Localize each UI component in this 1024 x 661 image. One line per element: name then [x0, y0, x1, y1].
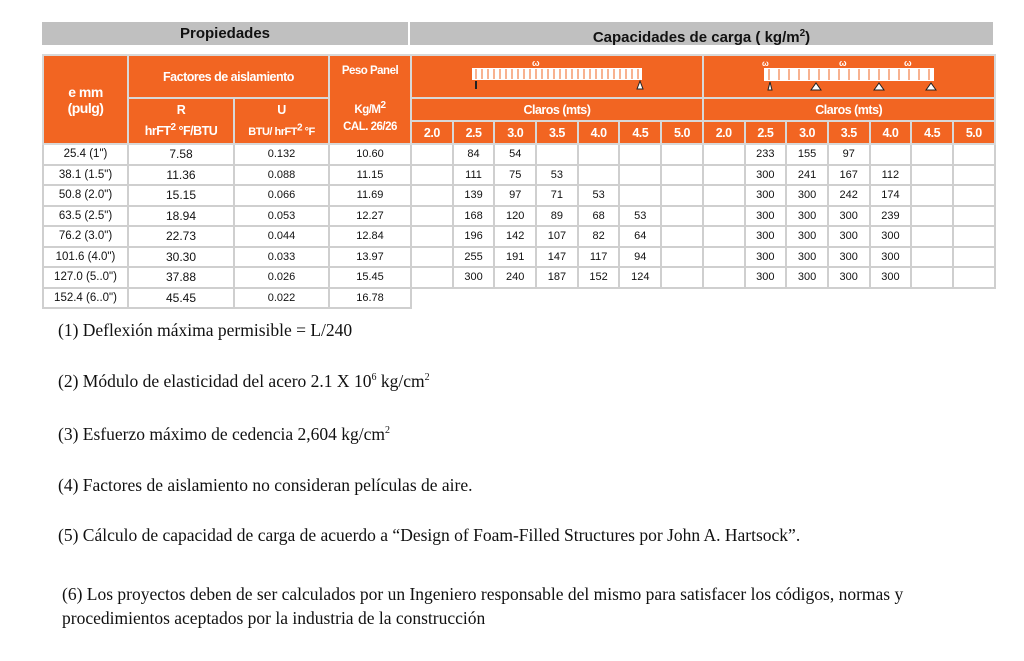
simple-capacity-cell: 124	[619, 267, 661, 288]
weight-cell: 11.15	[329, 165, 411, 186]
capacidades-sup: 2	[799, 28, 806, 39]
span-header: 4.5	[619, 121, 661, 144]
continuous-capacity-cell	[911, 206, 953, 227]
note-text: (5) Cálculo de capacidad de carga de acuerdo a “Design of Foam-Filled Structures por John A. Hartsock”.	[58, 525, 801, 545]
simple-capacity-cell: 255	[453, 247, 495, 268]
simple-capacity-cell: 89	[536, 206, 578, 227]
simple-capacity-cell: 53	[619, 206, 661, 227]
weight-cell: 11.69	[329, 185, 411, 206]
simple-capacity-cell: 152	[578, 267, 620, 288]
note-3	[58, 424, 390, 445]
continuous-capacity-cell: 300	[745, 165, 787, 186]
simple-capacity-cell	[619, 165, 661, 186]
simple-capacity-cell	[411, 267, 453, 288]
simple-capacity-cell	[411, 144, 453, 165]
simple-capacity-cell: 64	[619, 226, 661, 247]
continuous-capacity-cell	[703, 144, 745, 165]
u-header: U BTU/ hrFT$^2$ °F	[234, 98, 329, 144]
capacidades-end: )	[805, 29, 811, 46]
continuous-capacity-cell: 97	[828, 144, 870, 165]
simple-capacity-cell: 139	[453, 185, 495, 206]
continuous-capacity-cell: 300	[828, 267, 870, 288]
simple-capacity-cell: 187	[536, 267, 578, 288]
u-value-cell: 0.026	[234, 267, 329, 288]
propiedades-header: Propiedades	[42, 22, 408, 45]
continuous-capacity-cell: 167	[828, 165, 870, 186]
continuous-capacity-cell	[953, 144, 995, 165]
continuous-capacity-cell	[703, 247, 745, 268]
table-row	[43, 206, 995, 227]
continuous-capacity-cell	[953, 206, 995, 227]
simple-capacity-cell	[619, 185, 661, 206]
continuous-beam-icon	[754, 58, 944, 92]
span-header: 4.5	[911, 121, 953, 144]
continuous-capacity-cell: 174	[870, 185, 912, 206]
e-mm-header: e mm (pulg)	[43, 55, 128, 144]
table-row	[43, 165, 995, 186]
r-value-cell: 37.88	[128, 267, 234, 288]
simple-capacity-cell	[411, 226, 453, 247]
weight-cell: 13.97	[329, 247, 411, 268]
u-value-cell: 0.033	[234, 247, 329, 268]
simple-capacity-cell: 53	[578, 185, 620, 206]
span-header: 3.0	[494, 121, 536, 144]
simple-capacity-cell: 53	[536, 165, 578, 186]
continuous-capacity-cell	[953, 267, 995, 288]
continuous-capacity-cell: 300	[786, 206, 828, 227]
continuous-capacity-cell: 155	[786, 144, 828, 165]
simple-span-beam-icon	[462, 58, 652, 92]
simple-capacity-cell	[411, 247, 453, 268]
thickness-cell: 76.2 (3.0")	[43, 226, 128, 247]
simple-capacity-cell: 117	[578, 247, 620, 268]
svg-text:ω: ω	[531, 58, 540, 68]
claros-header-simple: Claros (mts)	[411, 98, 703, 121]
continuous-capacity-cell	[911, 247, 953, 268]
note-text: (2) Módulo de elasticidad del acero 2.1 X 10	[58, 371, 372, 391]
note-1	[58, 320, 352, 341]
thickness-cell: 152.4 (6..0")	[43, 288, 128, 309]
simple-capacity-cell	[661, 247, 703, 268]
continuous-capacity-cell	[953, 185, 995, 206]
simple-capacity-cell: 71	[536, 185, 578, 206]
span-header: 2.5	[745, 121, 787, 144]
simple-capacity-cell: 191	[494, 247, 536, 268]
continuous-capacity-cell	[911, 165, 953, 186]
continuous-capacity-cell: 300	[828, 226, 870, 247]
simple-capacity-cell	[411, 206, 453, 227]
simple-capacity-cell	[661, 165, 703, 186]
empty-cell	[411, 288, 995, 309]
table-row	[43, 288, 995, 309]
simple-capacity-cell: 107	[536, 226, 578, 247]
continuous-capacity-cell	[953, 247, 995, 268]
continuous-capacity-cell: 300	[745, 206, 787, 227]
simple-capacity-cell	[661, 185, 703, 206]
continuous-capacity-cell: 242	[828, 185, 870, 206]
span-header: 3.0	[786, 121, 828, 144]
simple-capacity-cell: 68	[578, 206, 620, 227]
table-row	[43, 267, 995, 288]
continuous-capacity-cell: 300	[870, 247, 912, 268]
continuous-capacity-cell: 300	[786, 185, 828, 206]
note-5	[58, 525, 800, 546]
u-value-cell: 0.088	[234, 165, 329, 186]
u-value-cell: 0.132	[234, 144, 329, 165]
span-header: 2.5	[453, 121, 495, 144]
table-row	[43, 185, 995, 206]
continuous-capacity-cell: 300	[745, 267, 787, 288]
simple-capacity-cell: 147	[536, 247, 578, 268]
simple-capacity-cell: 97	[494, 185, 536, 206]
continuous-capacity-cell	[953, 165, 995, 186]
continuous-beam-diagram	[703, 55, 995, 98]
continuous-capacity-cell: 300	[745, 185, 787, 206]
simple-capacity-cell	[661, 226, 703, 247]
thickness-cell: 38.1 (1.5")	[43, 165, 128, 186]
load-capacity-table	[42, 54, 996, 309]
note-2	[58, 371, 430, 392]
continuous-capacity-cell: 300	[745, 226, 787, 247]
note-sup: 2	[385, 425, 391, 437]
simple-capacity-cell	[536, 144, 578, 165]
continuous-capacity-cell	[703, 267, 745, 288]
table-row	[43, 144, 995, 165]
r-value-cell: 22.73	[128, 226, 234, 247]
note-6	[62, 582, 982, 630]
simple-capacity-cell: 300	[453, 267, 495, 288]
svg-text:ω: ω	[903, 58, 911, 68]
u-value-cell: 0.022	[234, 288, 329, 309]
span-header: 3.5	[828, 121, 870, 144]
simple-capacity-cell: 75	[494, 165, 536, 186]
span-header: 4.0	[578, 121, 620, 144]
weight-cell: 15.45	[329, 267, 411, 288]
note-text: (6) Los proyectos deben de ser calculados por un Ingeniero responsable del mismo para satisfacer los códigos, normas y procedimientos aceptados por la industria de la construcción	[62, 584, 904, 628]
note-text: (3) Esfuerzo máximo de cedencia 2,604 kg/cm	[58, 424, 386, 444]
simple-capacity-cell	[661, 144, 703, 165]
span-header: 4.0	[870, 121, 912, 144]
span-header: 5.0	[661, 121, 703, 144]
continuous-capacity-cell: 300	[870, 267, 912, 288]
u-value-cell: 0.053	[234, 206, 329, 227]
table-row	[43, 247, 995, 268]
continuous-capacity-cell	[911, 226, 953, 247]
continuous-capacity-cell: 239	[870, 206, 912, 227]
continuous-capacity-cell: 241	[786, 165, 828, 186]
weight-cell: 12.84	[329, 226, 411, 247]
note-text: (4) Factores de aislamiento no consideran películas de aire.	[58, 475, 473, 495]
continuous-capacity-cell: 233	[745, 144, 787, 165]
continuous-capacity-cell	[911, 185, 953, 206]
simple-capacity-cell	[411, 185, 453, 206]
table-row	[43, 226, 995, 247]
simple-capacity-cell	[411, 165, 453, 186]
thickness-cell: 50.8 (2.0")	[43, 185, 128, 206]
peso-header: Peso Panel $Kg/M^2$ CAL. 26/26	[329, 55, 411, 144]
r-value-cell: 45.45	[128, 288, 234, 309]
svg-text:ω: ω	[761, 59, 768, 68]
u-value-cell: 0.066	[234, 185, 329, 206]
continuous-capacity-cell: 300	[828, 206, 870, 227]
r-header: R hrFT$^2$ °F/BTU	[128, 98, 234, 144]
continuous-capacity-cell: 300	[786, 226, 828, 247]
simple-capacity-cell	[619, 144, 661, 165]
r-value-cell: 30.30	[128, 247, 234, 268]
simple-capacity-cell	[661, 267, 703, 288]
thickness-cell: 25.4 (1")	[43, 144, 128, 165]
simple-capacity-cell: 84	[453, 144, 495, 165]
continuous-capacity-cell	[703, 206, 745, 227]
note-text: (1) Deflexión máxima permisible = L/240	[58, 320, 353, 340]
continuous-capacity-cell: 300	[745, 247, 787, 268]
simple-capacity-cell	[578, 165, 620, 186]
simple-capacity-cell: 111	[453, 165, 495, 186]
simple-capacity-cell: 142	[494, 226, 536, 247]
thickness-cell: 101.6 (4.0")	[43, 247, 128, 268]
continuous-capacity-cell	[703, 185, 745, 206]
weight-cell: 10.60	[329, 144, 411, 165]
note-4	[58, 475, 473, 496]
simple-capacity-cell: 240	[494, 267, 536, 288]
simple-capacity-cell	[661, 206, 703, 227]
continuous-capacity-cell: 300	[870, 226, 912, 247]
weight-cell: 12.27	[329, 206, 411, 227]
capacidades-title: Capacidades de carga ( kg/m	[592, 29, 800, 46]
continuous-capacity-cell	[953, 226, 995, 247]
note-sup: 6	[371, 372, 377, 384]
continuous-capacity-cell	[703, 226, 745, 247]
thickness-cell: 63.5 (2.5")	[43, 206, 128, 227]
simple-beam-diagram	[411, 55, 703, 98]
simple-capacity-cell: 120	[494, 206, 536, 227]
svg-text:ω: ω	[838, 58, 846, 68]
span-header: 5.0	[953, 121, 995, 144]
span-header: 2.0	[703, 121, 745, 144]
continuous-capacity-cell: 112	[870, 165, 912, 186]
simple-capacity-cell: 82	[578, 226, 620, 247]
span-header: 3.5	[536, 121, 578, 144]
claros-header-continuous: Claros (mts)	[703, 98, 995, 121]
thickness-cell: 127.0 (5..0")	[43, 267, 128, 288]
note-sup2: 2	[424, 372, 430, 384]
continuous-capacity-cell	[911, 267, 953, 288]
simple-capacity-cell: 196	[453, 226, 495, 247]
continuous-capacity-cell: 300	[786, 247, 828, 268]
continuous-capacity-cell	[703, 165, 745, 186]
simple-capacity-cell: 54	[494, 144, 536, 165]
continuous-capacity-cell	[870, 144, 912, 165]
factores-header: Factores de aislamiento	[128, 55, 329, 98]
simple-capacity-cell: 168	[453, 206, 495, 227]
r-value-cell: 15.15	[128, 185, 234, 206]
span-header: 2.0	[411, 121, 453, 144]
capacidades-header	[410, 22, 993, 45]
continuous-capacity-cell	[911, 144, 953, 165]
simple-capacity-cell: 94	[619, 247, 661, 268]
r-value-cell: 18.94	[128, 206, 234, 227]
note-after: kg/cm	[376, 371, 425, 391]
simple-capacity-cell	[578, 144, 620, 165]
r-value-cell: 7.58	[128, 144, 234, 165]
continuous-capacity-cell: 300	[786, 267, 828, 288]
u-value-cell: 0.044	[234, 226, 329, 247]
weight-cell: 16.78	[329, 288, 411, 309]
continuous-capacity-cell: 300	[828, 247, 870, 268]
r-value-cell: 11.36	[128, 165, 234, 186]
